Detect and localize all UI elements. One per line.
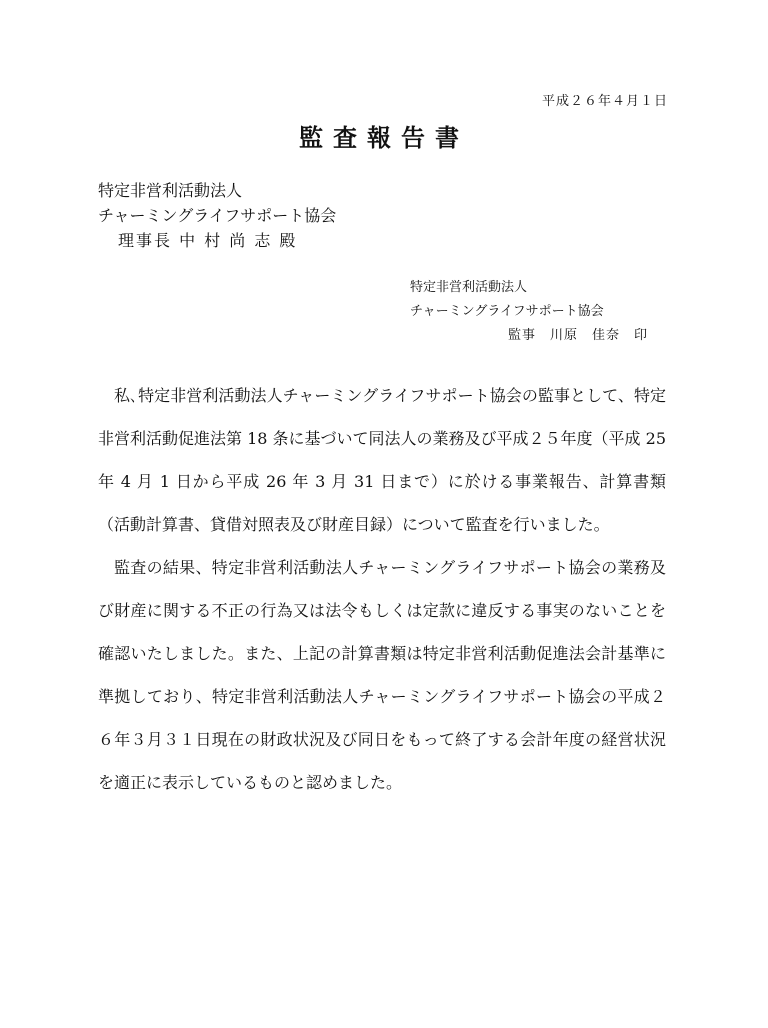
sender-org-name: チャーミングライフサポート協会 [410,304,604,319]
addressee-block [98,178,336,253]
body-paragraph-2: 監査の結果、特定非営利活動法人チャーミングライフサポート協会の業務及び財産に関する不正の行為又は法令もしくは定款に違反する事実のないことを確認いたしました。また、上記の計算書類は特定非営利活動促進法会計基準に準拠しており、特定非営利活動法人チャーミングライフサポート協会の平成２６年３月３１日現在の財政状況及び同日をもって終了する会計年度の経営状況を適正に表示しているものと認めました。 [98,558,666,792]
report-date: 平成２６年４月１日 [541,94,668,109]
sender-auditor: 監事 川原 佳奈 印 [508,328,649,343]
document-title: 監査報告書 [299,123,469,152]
report-body [98,374,666,804]
addressee-chairman: 理事長 中 村 尚 志 殿 [118,231,298,250]
sender-block [410,276,648,348]
addressee-org-name: チャーミングライフサポート協会 [98,206,337,225]
sender-org-type: 特定非営利活動法人 [410,280,528,295]
body-paragraph-1: 私､特定非営利活動法人チャーミングライフサポート協会の監事として、特定非営利活動促進法第 18 条に基づいて同法人の業務及び平成２５年度（平成 25 年 4 月 1 日から平成 26 年 3 月 31 日まで）に於ける事業報告、計算書類（活動計算書、貸借対照表及び財産目録）について監査を行いました。 [98,386,666,534]
addressee-org-type: 特定非営利活動法人 [98,181,243,200]
